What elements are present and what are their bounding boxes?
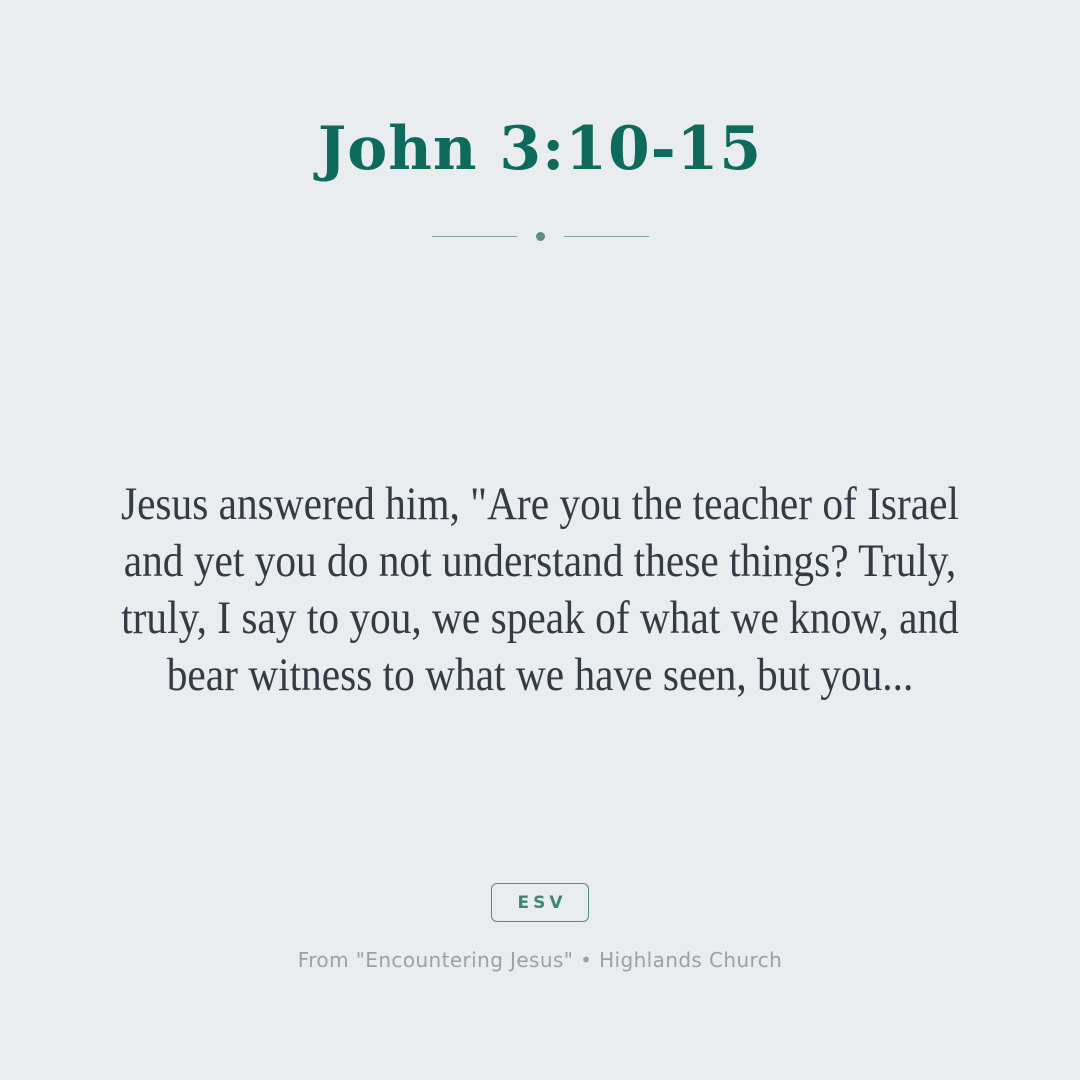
verse-line: truly, I say to you, we speak of what we know, and — [121, 592, 959, 644]
verse-reference-title: John 3:10-15 — [317, 114, 763, 184]
translation-badge: ESV — [491, 883, 588, 922]
verse-text-block — [0, 476, 1080, 704]
divider-line-right — [564, 236, 649, 237]
translation-badge-container — [0, 883, 1080, 922]
divider-dot-icon — [536, 232, 545, 241]
verse-line: and yet you do not understand these things? Truly, — [123, 535, 957, 587]
divider-line-left — [432, 236, 517, 237]
verse-line: Jesus answered him, "Are you the teacher of Israel — [120, 478, 960, 530]
verse-line: bear witness to what we have seen, but you... — [166, 649, 914, 701]
ornamental-divider — [0, 232, 1080, 241]
attribution-footer: From "Encountering Jesus" • Highlands Church — [297, 948, 783, 972]
